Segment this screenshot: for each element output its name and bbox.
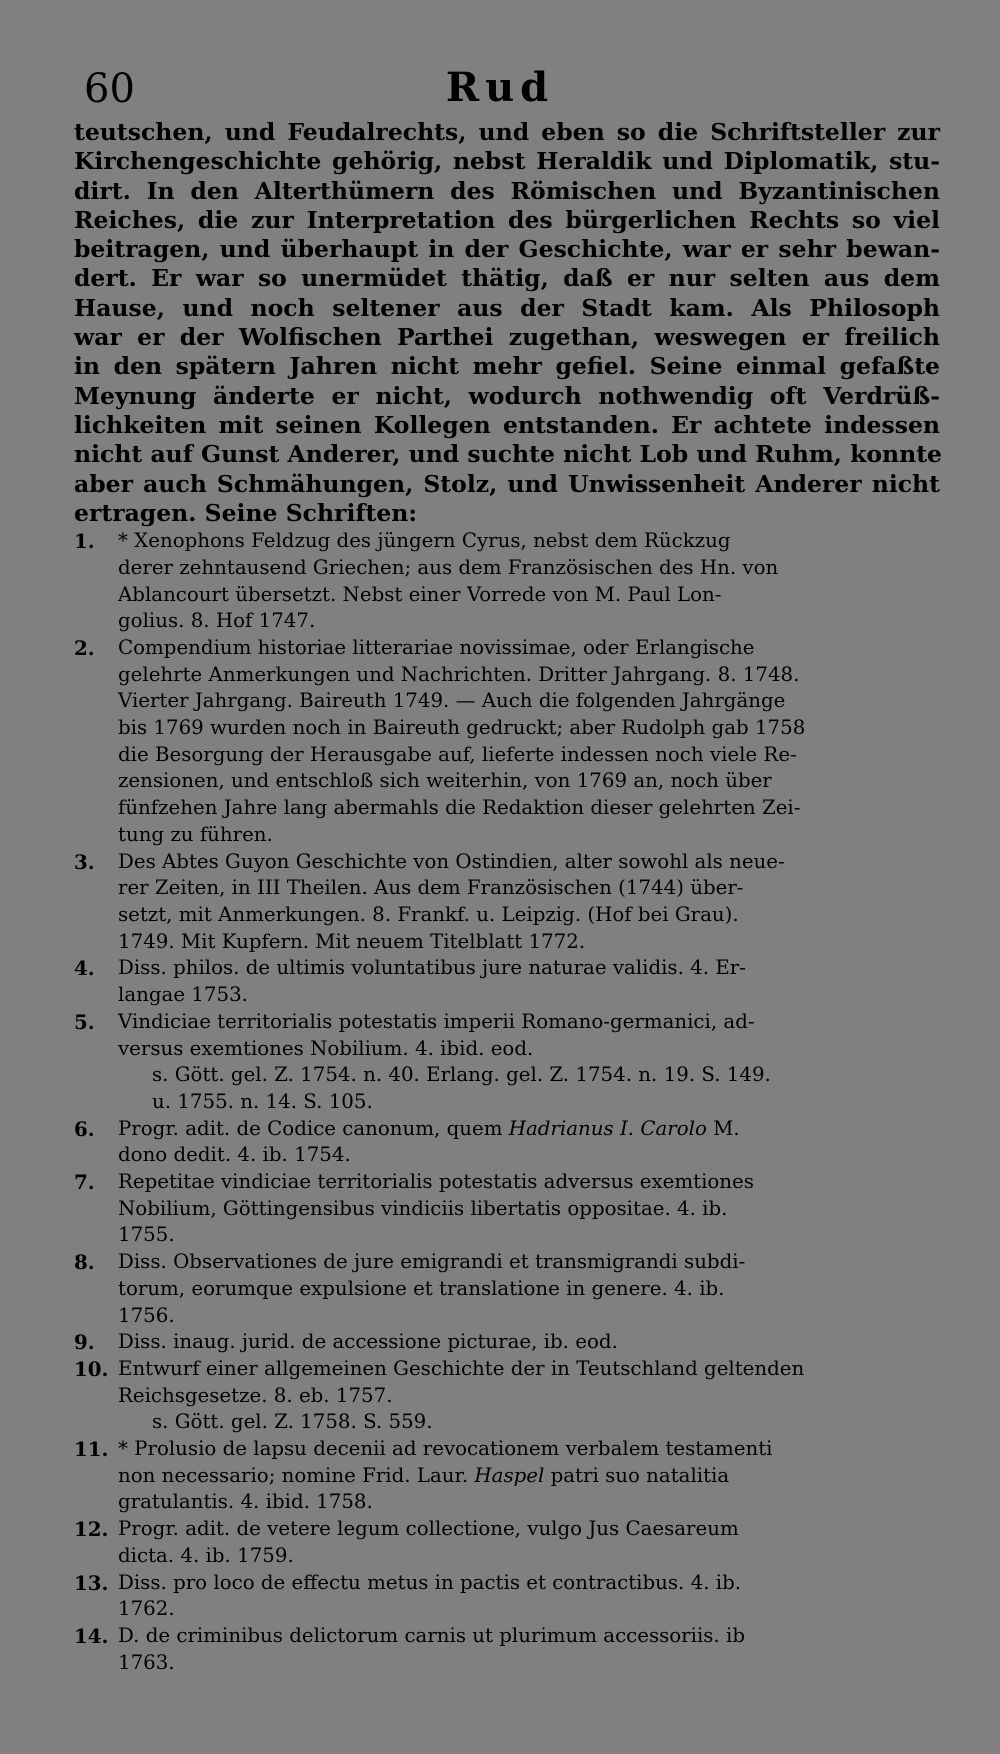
work-entry <box>74 635 940 849</box>
work-entry <box>74 1436 940 1516</box>
work-line <box>118 1623 940 1650</box>
work-number: 1. <box>74 529 95 554</box>
work-line-text: gratulantis. 4. ibid. 1758. <box>118 1490 373 1514</box>
work-line <box>118 1383 940 1410</box>
intro-paragraph <box>74 118 943 499</box>
work-line-text: versus exemtiones Nobilium. 4. ibid. eod. <box>118 1036 534 1060</box>
work-line <box>118 1222 940 1249</box>
text-line: dirt. In den Alterthümern des Römischen und Byzantinischen <box>74 176 940 205</box>
work-line-text: 1755. <box>118 1223 175 1247</box>
work-line-text: Entwurf einer allgemeinen Geschichte der in Teutschland geltenden <box>118 1356 805 1380</box>
work-line-text: dicta. 4. ib. 1759. <box>118 1543 294 1567</box>
work-line-text: setzt, mit Anmerkungen. 8. Frankf. u. Leipzig. (Hof bei Grau). <box>118 903 739 926</box>
work-line-text: 1762. <box>118 1597 175 1621</box>
work-number: 11. <box>74 1437 109 1462</box>
work-line <box>118 1303 940 1330</box>
work-entry <box>74 1356 940 1436</box>
work-line <box>118 1463 940 1490</box>
work-line <box>118 528 940 555</box>
review-reference: s. Gött. gel. Z. 1754. n. 40. Erlang. gel. Z. 1754. n. 19. S. 149. <box>152 1063 771 1087</box>
text-line: Kirchengeschichte gehörig, nebst Heraldik und Diplomatik, stu- <box>74 147 940 176</box>
work-number: 6. <box>74 1116 95 1141</box>
work-entry <box>74 1329 940 1356</box>
work-entry <box>74 1116 940 1169</box>
work-line-text: Diss. philos. de ultimis voluntatibus jure naturae validis. 4. Er- <box>118 956 746 980</box>
work-number: 4. <box>74 956 95 981</box>
work-line <box>118 555 940 582</box>
work-entry <box>74 955 940 1008</box>
work-entry <box>74 1623 940 1676</box>
work-line-text: rer Zeiten, in III Theilen. Aus dem Französischen (1744) über- <box>118 876 744 900</box>
work-line <box>118 1329 940 1356</box>
work-line <box>118 982 940 1009</box>
work-line <box>118 1356 940 1383</box>
page-header <box>0 60 1000 120</box>
work-line-text: 1749. Mit Kupfern. Mit neuem Titelblatt 1772. <box>118 929 586 953</box>
work-line <box>118 768 940 795</box>
work-entry <box>74 1249 940 1329</box>
italic-name: Hadrianus I. Carolo <box>508 1116 707 1140</box>
page-number: 60 <box>84 66 135 112</box>
work-number: 7. <box>74 1170 95 1195</box>
work-line-text: zensionen, und entschloß sich weiterhin, von 1769 an, noch über <box>118 769 772 793</box>
work-line-text: 1756. <box>118 1303 175 1327</box>
work-line <box>118 929 940 956</box>
work-line <box>118 955 940 982</box>
work-line-text: Reichsgesetze. 8. eb. 1757. <box>118 1383 393 1407</box>
text-line: war er der Wolfischen Parthei zugethan, weswegen er freilich <box>74 323 940 352</box>
text-line: lichkeiten mit seinen Kollegen entstanden. Er achtete indessen <box>74 410 940 439</box>
work-line-text: langae 1753. <box>118 983 248 1007</box>
text-line: aber auch Schmähungen, Stolz, und Unwissenheit Anderer nicht <box>74 469 940 498</box>
work-number: 3. <box>74 849 95 874</box>
work-number: 10. <box>74 1356 109 1381</box>
work-entry <box>74 1169 940 1249</box>
work-entry <box>74 1009 940 1116</box>
work-line-text: Progr. adit. de vetere legum collectione, vulgo Jus Caesareum <box>118 1517 739 1541</box>
works-list <box>74 528 940 1676</box>
work-line-text: Compendium historiae litterariae novissimae, oder Erlangische <box>118 635 755 659</box>
text-line: beitragen, und überhaupt in der Geschichte, war er sehr bewan- <box>74 235 940 264</box>
work-entry <box>74 528 940 635</box>
work-number: 14. <box>74 1623 109 1648</box>
work-line-text: non necessario; nomine Frid. Laur. <box>118 1463 469 1487</box>
work-line <box>118 1650 940 1677</box>
work-line-suffix: M. <box>706 1116 740 1140</box>
work-line-text: bis 1769 wurden noch in Baireuth gedruckt; aber Rudolph gab 1758 <box>118 716 806 740</box>
review-reference: s. Gött. gel. Z. 1758. S. 559. <box>152 1410 433 1434</box>
work-line-text: Des Abtes Guyon Geschichte von Ostindien, alter sowohl als neue- <box>118 849 785 873</box>
work-line-text: Vindiciae territorialis potestatis imperii Romano-germanici, ad- <box>118 1009 755 1033</box>
work-line-text: D. de criminibus delictorum carnis ut plurimum accessoriis. ib <box>118 1623 746 1647</box>
work-line-text: * Prolusio de lapsu decenii ad revocationem verbalem testamenti <box>118 1437 773 1461</box>
work-line <box>118 1249 940 1276</box>
work-entry <box>74 849 940 956</box>
work-entry <box>74 1570 940 1623</box>
work-number: 9. <box>74 1330 95 1355</box>
work-line <box>118 795 940 822</box>
work-line <box>118 1142 940 1169</box>
main-text <box>74 118 943 1676</box>
work-line <box>118 635 940 662</box>
text-line: dert. Er war so unermüdet thätig, daß er nur selten aus dem <box>74 264 940 293</box>
text-line: Reiches, die zur Interpretation des bürgerlichen Rechts so viel <box>74 205 940 234</box>
work-line-text: dono dedit. 4. ib. 1754. <box>118 1143 351 1167</box>
work-line-text: 1763. <box>118 1650 175 1674</box>
work-line-text: Ablancourt übersetzt. Nebst einer Vorrede von M. Paul Lon- <box>118 582 722 606</box>
running-head: Rud <box>445 64 555 111</box>
work-line <box>118 1436 940 1463</box>
work-line-text: die Besorgung der Herausgabe auf, lieferte indessen noch viele Re- <box>118 742 797 766</box>
work-line-text: Diss. pro loco de effectu metus in pactis et contractibus. 4. ib. <box>118 1570 742 1594</box>
work-entry <box>74 1516 940 1569</box>
italic-name: Haspel <box>474 1463 545 1487</box>
work-line <box>118 1596 940 1623</box>
work-line-text: golius. 8. Hof 1747. <box>118 609 316 633</box>
text-line: Hause, und noch seltener aus der Stadt kam. Als Philosoph <box>74 293 940 322</box>
work-line <box>118 1169 940 1196</box>
work-line <box>118 875 940 902</box>
work-number: 5. <box>74 1009 95 1034</box>
work-line <box>118 1196 940 1223</box>
work-line-text: Repetitae vindiciae territorialis potestatis adversus exemtiones <box>118 1170 754 1194</box>
work-number: 8. <box>74 1250 95 1275</box>
work-number: 2. <box>74 635 95 660</box>
work-line <box>118 688 940 715</box>
work-line-text: Diss. Observationes de jure emigrandi et transmigrandi subdi- <box>118 1250 746 1274</box>
work-line <box>118 608 940 635</box>
review-reference: u. 1755. n. 14. S. 105. <box>152 1089 373 1113</box>
work-line <box>118 1009 940 1036</box>
text-line: in den spätern Jahren nicht mehr gefiel. Seine einmal gefaßte <box>74 352 940 381</box>
work-line <box>118 1570 940 1597</box>
text-line: teutschen, und Feudalrechts, und eben so die Schriftsteller zur <box>74 118 940 146</box>
work-line <box>118 902 940 929</box>
work-line <box>118 1516 940 1543</box>
work-line-text: Diss. inaug. jurid. de accessione picturae, ib. eod. <box>118 1330 618 1354</box>
work-number: 12. <box>74 1517 109 1542</box>
work-line <box>118 582 940 609</box>
text-line: nicht auf Gunst Anderer, und suchte nicht Lob und Ruhm, konnte <box>74 440 943 469</box>
work-number: 13. <box>74 1570 109 1595</box>
work-line-text: Nobilium, Göttingensibus vindiciis libertatis oppositae. 4. ib. <box>118 1196 728 1220</box>
work-line <box>118 1036 940 1063</box>
work-line <box>118 1116 940 1143</box>
work-line <box>118 822 940 849</box>
work-line-text: Vierter Jahrgang. Baireuth 1749. — Auch die folgenden Jahrgänge <box>118 689 786 713</box>
work-line <box>118 662 940 689</box>
work-line <box>118 1276 940 1303</box>
work-line-text: Progr. adit. de Codice canonum, quem <box>118 1116 503 1140</box>
work-line-text: fünfzehen Jahre lang abermahls die Redaktion dieser gelehrten Zei- <box>118 796 801 820</box>
work-line <box>118 1543 940 1570</box>
work-line-text: gelehrte Anmerkungen und Nachrichten. Dritter Jahrgang. 8. 1748. <box>118 662 800 686</box>
work-line-text: * Xenophons Feldzug des jüngern Cyrus, nebst dem Rückzug <box>118 529 731 553</box>
work-line <box>118 742 940 769</box>
works-heading: ertragen. Seine Schriften: <box>74 498 418 527</box>
work-line-text: derer zehntausend Griechen; aus dem Französischen des Hn. von <box>118 555 779 579</box>
work-line-suffix: patri suo natalitia <box>544 1463 730 1487</box>
work-line <box>118 849 940 876</box>
text-line: Meynung änderte er nicht, wodurch nothwendig oft Verdrüß- <box>74 381 940 410</box>
work-line-text: torum, eorumque expulsione et translatione in genere. 4. ib. <box>118 1276 725 1300</box>
work-line-text: tung zu führen. <box>118 822 273 846</box>
work-line <box>118 1489 940 1516</box>
work-line <box>118 715 940 742</box>
